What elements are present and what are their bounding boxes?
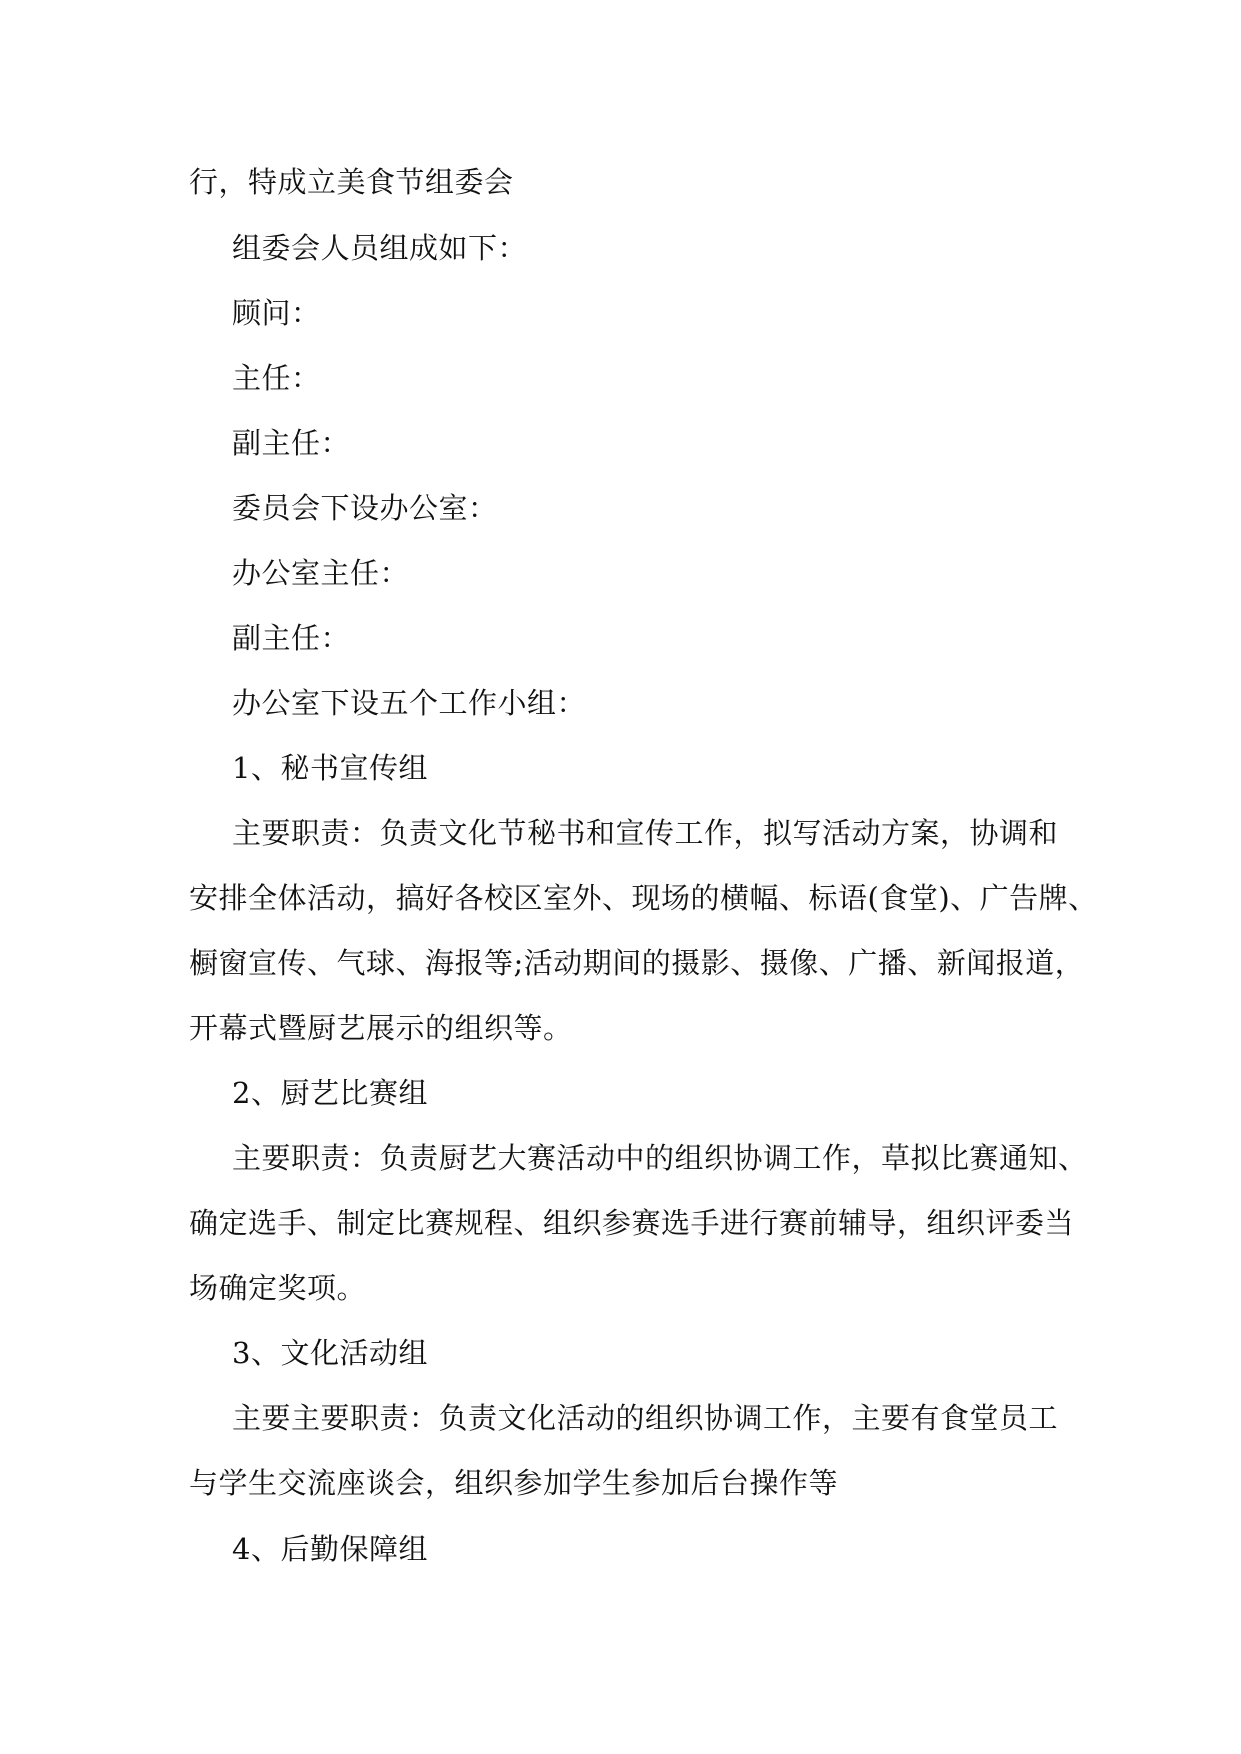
text-line: 副主任：: [232, 426, 351, 460]
text-line: 开幕式暨厨艺展示的组织等。: [189, 1011, 573, 1045]
text-line: 确定选手、制定比赛规程、组织参赛选手进行赛前辅导，组织评委当: [189, 1206, 1075, 1240]
section-heading: 4、后勤保障组: [232, 1532, 428, 1566]
text-line: 行，特成立美食节组委会: [189, 165, 514, 199]
text-line: 组委会人员组成如下：: [232, 231, 528, 265]
text-line: 办公室下设五个工作小组：: [232, 686, 587, 720]
text-line: 橱窗宣传、气球、海报等;活动期间的摄影、摄像、广播、新闻报道，: [189, 946, 1085, 980]
text-line: 主任：: [232, 361, 321, 395]
text-line: 顾问：: [232, 296, 321, 330]
text-line: 与学生交流座谈会，组织参加学生参加后台操作等: [189, 1466, 839, 1500]
text-line: 主要职责：负责厨艺大赛活动中的组织协调工作，草拟比赛通知、: [232, 1141, 1088, 1175]
text-line: 场确定奖项。: [189, 1271, 367, 1305]
text-line: 主要职责：负责文化节秘书和宣传工作，拟写活动方案，协调和: [232, 816, 1059, 850]
text-line: 主要主要职责：负责文化活动的组织协调工作，主要有食堂员工: [232, 1401, 1059, 1435]
text-line: 副主任：: [232, 621, 351, 655]
text-line: 安排全体活动，搞好各校区室外、现场的横幅、标语(食堂)、广告牌、: [189, 881, 1098, 915]
text-line: 委员会下设办公室：: [232, 491, 498, 525]
section-heading: 1、秘书宣传组: [232, 751, 428, 785]
text-line: 办公室主任：: [232, 556, 410, 590]
section-heading: 2、厨艺比赛组: [232, 1076, 428, 1110]
section-heading: 3、文化活动组: [232, 1336, 428, 1370]
